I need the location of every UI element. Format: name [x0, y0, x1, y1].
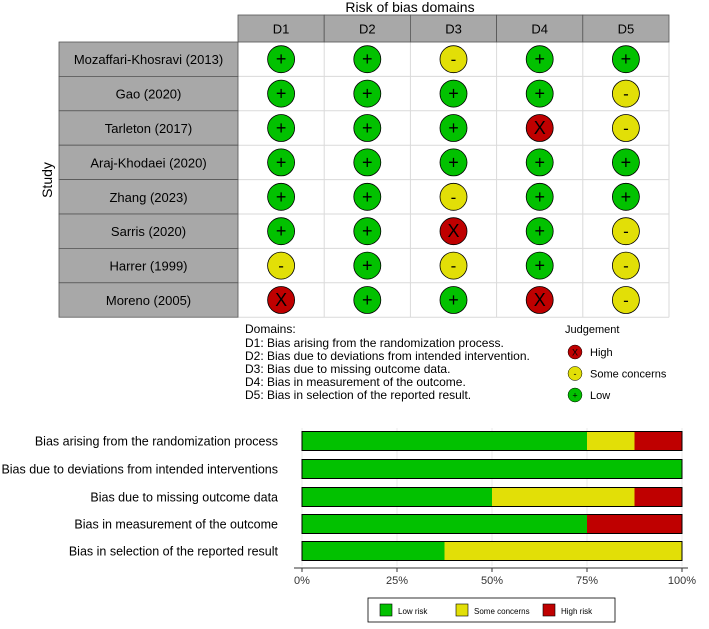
domain-header-label: D5	[617, 21, 635, 37]
judgement-symbol: +	[448, 83, 459, 104]
summary-bar-segment-low	[302, 488, 492, 507]
domains-legend-item: D2: Bias due to deviations from intended intervention.	[245, 349, 530, 363]
study-label: Zhang (2023)	[109, 189, 188, 205]
judgement-symbol: -	[450, 187, 457, 207]
summary-axis-tick-label: 50%	[480, 575, 504, 587]
study-label: Araj-Khodaei (2020)	[90, 155, 207, 171]
domain-header-label: D4	[531, 21, 549, 37]
summary-bar-segment-some	[445, 542, 683, 561]
judgement-legend-label: Some concerns	[590, 368, 667, 381]
summary-legend-label: Low risk	[398, 607, 428, 616]
summary-category-label: Bias in selection of the reported result	[68, 544, 278, 559]
judgement-legend-symbol: X	[571, 347, 579, 358]
judgement-legend-symbol: +	[572, 390, 578, 401]
judgement-symbol: -	[623, 222, 629, 242]
judgement-symbol: +	[534, 221, 545, 242]
study-labels	[59, 42, 238, 317]
judgement-symbol: -	[623, 84, 629, 104]
judgement-symbol: +	[620, 152, 632, 173]
summary-bar-segment-low	[302, 432, 587, 451]
study-label: Gao (2020)	[115, 86, 182, 102]
judgement-legend-label: High	[590, 347, 613, 359]
judgement-symbol: +	[534, 255, 545, 276]
judgement-symbol: +	[620, 186, 632, 207]
judgement-symbol: +	[362, 83, 373, 104]
judgement-symbol: X	[533, 118, 546, 138]
domain-header-label: D2	[358, 21, 376, 37]
judgement-symbol: X	[533, 290, 546, 310]
domain-headers	[238, 15, 669, 42]
judgement-symbol: +	[362, 152, 373, 173]
summary-bar-segment-some	[492, 488, 635, 507]
summary-bars	[302, 432, 682, 561]
study-label: Harrer (1999)	[109, 258, 188, 274]
judgement-symbol: +	[275, 83, 287, 104]
summary-axis-tick-label: 75%	[575, 575, 599, 587]
judgement-symbol: -	[278, 256, 284, 276]
summary-legend-label: Some concerns	[474, 607, 530, 616]
judgement-symbol: -	[623, 119, 629, 138]
judgement-symbol: +	[362, 221, 373, 242]
summary-axis-tick-label: 0%	[294, 575, 310, 587]
judgement-symbol: +	[275, 186, 287, 207]
summary-category-label: Bias due to deviations from intended interventions	[1, 462, 278, 477]
judgement-symbol: +	[534, 83, 545, 104]
judgement-symbol: +	[534, 49, 545, 70]
judgement-symbol: +	[362, 49, 373, 70]
summary-bar-segment-high	[587, 515, 682, 534]
summary-category-label: Bias due to missing outcome data	[90, 490, 278, 505]
judgement-symbol: +	[448, 118, 459, 138]
summary-legend-swatch-some	[456, 604, 468, 616]
domains-legend-item: D3: Bias due to missing outcome data.	[245, 362, 451, 376]
judgement-symbol: +	[275, 118, 287, 138]
judgement-symbol: +	[534, 152, 545, 173]
domains-legend-item: D5: Bias in selection of the reported result.	[245, 388, 472, 402]
judgement-symbol: +	[275, 221, 287, 242]
judgement-legend-title: Judgement	[565, 324, 620, 336]
summary-axis-tick-label: 100%	[667, 575, 697, 587]
study-label: Sarris (2020)	[110, 224, 187, 240]
judgement-symbol: +	[448, 152, 459, 173]
summary-axis-tick-label: 25%	[385, 575, 409, 587]
summary-bar-segment-low	[302, 460, 682, 479]
judgement-symbol: -	[450, 50, 457, 70]
summary-bar-segment-low	[302, 542, 445, 561]
summary-legend-label: High risk	[561, 607, 593, 616]
summary-legend-swatch-high	[543, 604, 555, 616]
judgement-symbol: -	[623, 291, 629, 310]
domains-legend-title: Domains:	[245, 322, 296, 336]
judgement-symbol: -	[450, 256, 457, 276]
domain-header-label: D1	[272, 21, 290, 37]
judgement-symbol: +	[275, 49, 287, 70]
traffic-ylabel: Study	[39, 162, 55, 198]
summary-bar-segment-some	[587, 432, 635, 451]
judgement-symbol: +	[362, 255, 373, 276]
judgement-legend-label: Low	[590, 390, 611, 402]
judgement-symbol: +	[362, 118, 373, 138]
traffic-title: Risk of bias domains	[345, 0, 475, 15]
judgement-symbol: -	[623, 256, 629, 276]
judgement-symbol: X	[447, 221, 460, 242]
summary-category-label: Bias arising from the randomization process	[34, 434, 278, 449]
judgement-symbol: X	[275, 290, 288, 310]
judgement-symbol: +	[448, 290, 459, 310]
domains-legend-item: D1: Bias arising from the randomization process.	[245, 336, 504, 350]
summary-bar-segment-low	[302, 515, 587, 534]
domain-header-label: D3	[445, 21, 462, 37]
judgement-legend-symbol: -	[573, 369, 577, 379]
domains-legend-item: D4: Bias in measurement of the outcome.	[245, 375, 466, 389]
judgement-symbol: +	[275, 152, 287, 173]
judgement-symbol: +	[362, 290, 373, 310]
summary-bar-segment-high	[635, 432, 683, 451]
study-label: Tarleton (2017)	[104, 121, 193, 136]
judgement-symbol: +	[620, 49, 632, 70]
judgement-symbol: +	[534, 186, 545, 207]
summary-category-label: Bias in measurement of the outcome	[74, 517, 278, 532]
summary-legend-swatch-low	[380, 604, 392, 616]
summary-legend	[368, 598, 615, 622]
summary-bar-segment-high	[635, 488, 683, 507]
study-label: Moreno (2005)	[105, 293, 192, 308]
judgement-symbol: +	[362, 186, 373, 207]
study-label: Mozaffari-Khosravi (2013)	[73, 52, 224, 68]
